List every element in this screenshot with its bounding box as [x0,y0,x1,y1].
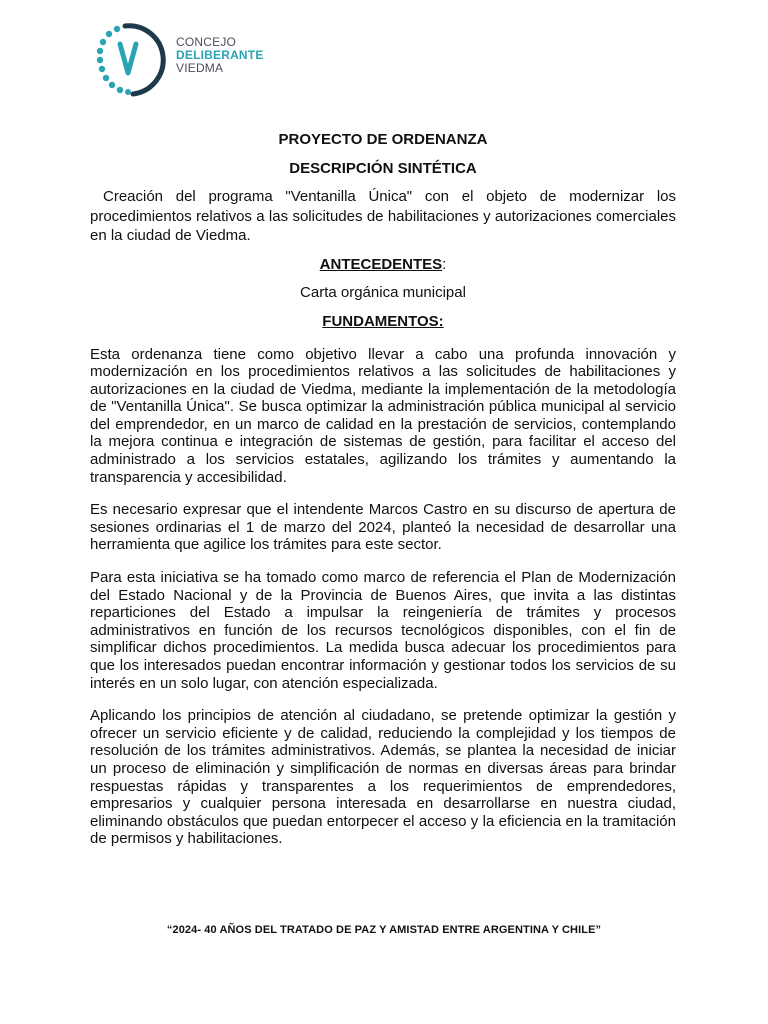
antecedentes-heading-label: ANTECEDENTES [319,255,443,273]
antecedentes-heading [90,255,676,275]
logo-line-deliberante: DELIBERANTE [176,48,264,62]
body-paragraph-2: Es necesario expresar que el intendente Marcos Castro en su discurso de apertura de sesiones ordinarias el 1 de marzo del 2024, planteó la necesidad de desarrollar una herramienta que agilice los trámites para este sector. [90,501,676,554]
logo-v-emblem-icon [95,22,171,98]
body-paragraph-1: Esta ordenanza tiene como objetivo llevar a cabo una profunda innovación y modernización en los procedimientos relativos a las solicitudes de habilitaciones y autorizaciones en la ciudad de Viedma, mediante la implementación de la metodología de "Ventanilla Única". Se busca optimizar la administración pública municipal al servicio del emprendedor, en un marco de calidad en la prestación de servicios, contemplando la mejora continua e integración de sistemas de gestión, para facilitar el acceso del administrado a los servicios estatales, agilizando los trámites y aumentando la transparencia y accesibilidad. [90,345,676,486]
intro-paragraph: Creación del programa "Ventanilla Única" con el objeto de modernizar los procedimientos relativos a las solicitudes de habilitaciones y autorizaciones comerciales en la ciudad de Viedma. [90,188,676,244]
antecedentes-text: Carta orgánica municipal [300,283,466,301]
footer-motto: “2024- 40 AÑOS DEL TRATADO DE PAZ Y AMISTAD ENTRE ARGENTINA Y CHILE” [166,924,602,936]
body-paragraph-4: Aplicando los principios de atención al ciudadano, se pretende optimizar la gestión y ofrecer un servicio eficiente y de calidad, reduciendo la complejidad y los tiempos de resolución de los trámites administrativos. Además, se plantea la necesidad de iniciar un proceso de eliminación y simplificación de normas en diversas áreas para brindar respuestas rápidas y transparentes a los requerimientos de emprendedores, empresarios y cualquier persona interesada en desarrollarse en nuestra ciudad, eliminando obstáculos que puedan entorpecer el acceso y la eficiencia en la tramitación de permisos y habilitaciones. [90,707,676,848]
logo-wordmark [176,36,264,75]
antecedentes-heading-colon: : [442,255,447,273]
fundamentos-heading: FUNDAMENTOS: [322,312,444,330]
body-paragraph-3: Para esta iniciativa se ha tomado como marco de referencia el Plan de Modernización del Estado Nacional y de la Provincia de Buenos Aires, que invita a las distintas reparticiones del Estado a impulsar la reingeniería de trámites y procesos administrativos en función de los recursos tecnológicos disponibles, con el fin de simplificar dichos procedimientos. La medida busca adecuar los procedimientos para que los interesados puedan encontrar información y gestionar todos los servicios de su interés en un solo lugar, con atención especializada. [90,569,676,692]
document-title: PROYECTO DE ORDENANZA [278,131,488,148]
section-title-descripcion: DESCRIPCIÓN SINTÉTICA [289,160,477,177]
concejo-logo [95,22,275,98]
logo-line-concejo: CONCEJO [176,35,237,49]
document-body [90,130,676,848]
logo-line-viedma: VIEDMA [176,61,224,75]
